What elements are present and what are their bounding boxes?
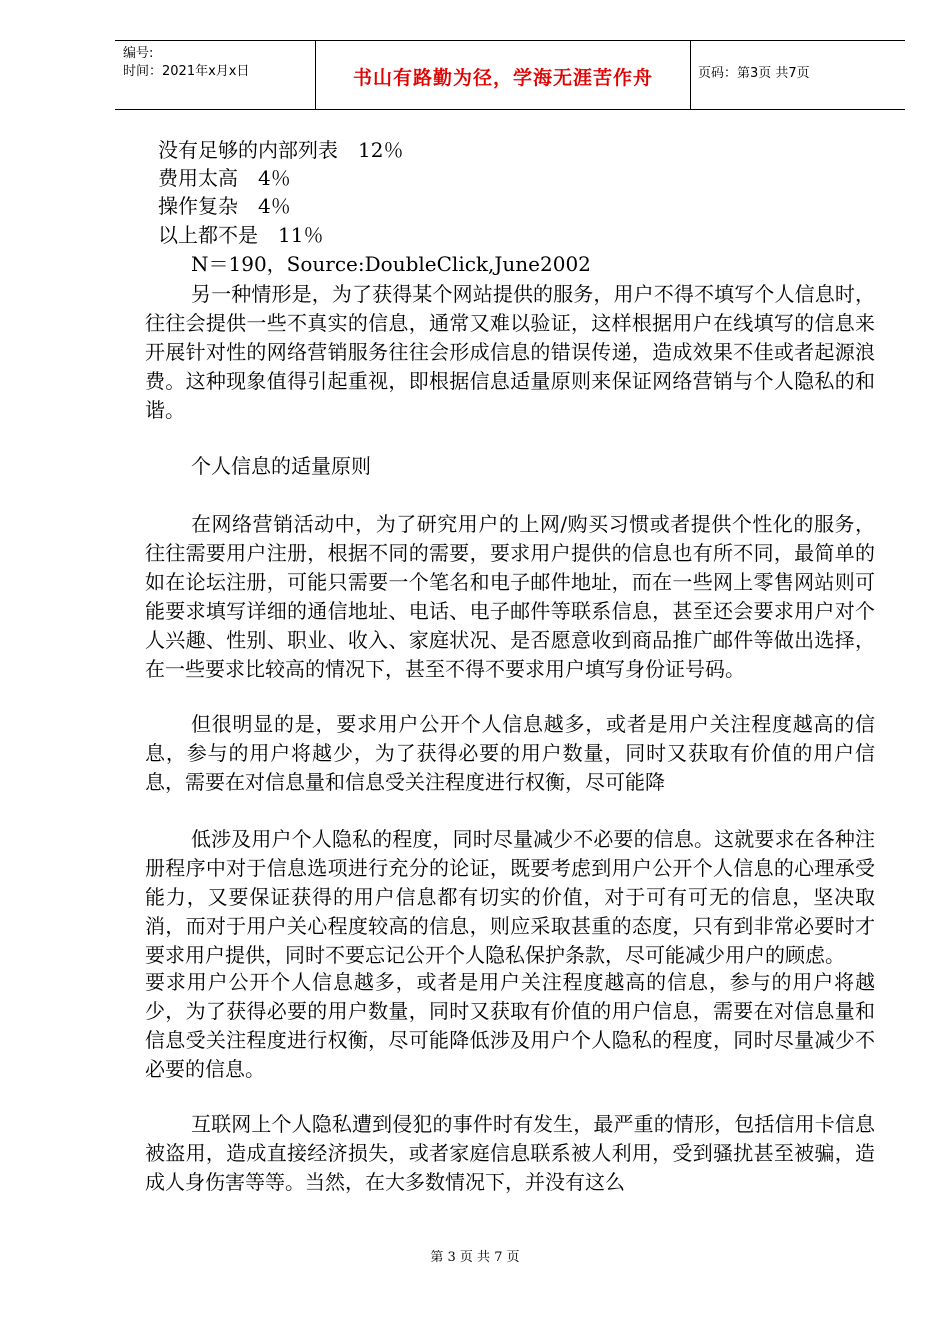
page-footer: 第 3 页 共 7 页 [430, 1250, 520, 1265]
document-number-label: 编号: [123, 46, 154, 61]
header-left-cell [115, 41, 315, 109]
stat-line: 以上都不是 11％ [158, 223, 324, 247]
stat-line: 费用太高 4％ [158, 166, 291, 190]
document-time-label: 时间：2021年x月x日 [123, 64, 250, 79]
stat-line: 操作复杂 4％ [158, 194, 291, 218]
page-header [115, 40, 905, 110]
paragraph: 另一种情形是，为了获得某个网站提供的服务，用户不得不填写个人信息时，往往会提供一些不真实的信息，通常又难以验证，这样根据用户在线填写的信息来开展针对性的网络营销服务往往会形成信息的错误传递，造成效果不佳或者起源浪费。这种现象值得引起重视，即根据信息适量原则来保证网络营销与个人隐私的和谐。 [145, 282, 875, 422]
stat-line: 没有足够的内部列表 12％ [158, 138, 404, 162]
paragraph: 要求用户公开个人信息越多，或者是用户关注程度越高的信息，参与的用户将越少，为了获得必要的用户数量，同时又获取有价值的用户信息，需要在对信息量和信息受关注程度进行权衡，尽可能降低涉及用户个人隐私的程度，同时尽量减少不必要的信息。 [145, 970, 875, 1081]
header-page-label: 页码：第3页 共7页 [698, 66, 810, 81]
paragraph: 低涉及用户个人隐私的程度，同时尽量减少不必要的信息。这就要求在各种注册程序中对于信息选项进行充分的论证，既要考虑到用户公开个人信息的心理承受能力，又要保证获得的用户信息都有切实的价值，对于可有可无的信息，坚决取消，而对于用户关心程度较高的信息，则应采取甚重的态度，只有到非常必要时才要求用户提供，同时不要忘记公开个人隐私保护条款，尽可能减少用户的顾虑。 [145, 827, 875, 967]
header-center-cell [315, 41, 691, 109]
paragraph: 在网络营销活动中，为了研究用户的上网/购买习惯或者提供个性化的服务，往往需要用户注册，根据不同的需要，要求用户提供的信息也有所不同，最简单的如在论坛注册，可能只需要一个笔名和电子邮件地址，而在一些网上零售网站则可能要求填写详细的通信地址、电话、电子邮件等联系信息，甚至还会要求用户对个人兴趣、性别、职业、收入、家庭状况、是否愿意收到商品推广邮件等做出选择，在一些要求比较高的情况下，甚至不得不要求用户填写身份证号码。 [145, 512, 875, 681]
paragraph: 但很明显的是，要求用户公开个人信息越多，或者是用户关注程度越高的信息，参与的用户将越少，为了获得必要的用户数量，同时又获取有价值的用户信息，需要在对信息量和信息受关注程度进行权衡，尽可能降 [145, 712, 875, 794]
survey-source: N＝190，Source:DoubleClick,June2002 [191, 252, 591, 276]
header-right-cell [690, 41, 905, 109]
header-motto: 书山有路勤为径，学海无涯苦作舟 [352, 67, 653, 89]
section-heading: 个人信息的适量原则 [191, 454, 371, 478]
paragraph: 互联网上个人隐私遭到侵犯的事件时有发生，最严重的情形，包括信用卡信息被盗用，造成直接经济损失，或者家庭信息联系被人利用，受到骚扰甚至被骗，造成人身伤害等等。当然，在大多数情况下，并没有这么 [145, 1112, 875, 1194]
